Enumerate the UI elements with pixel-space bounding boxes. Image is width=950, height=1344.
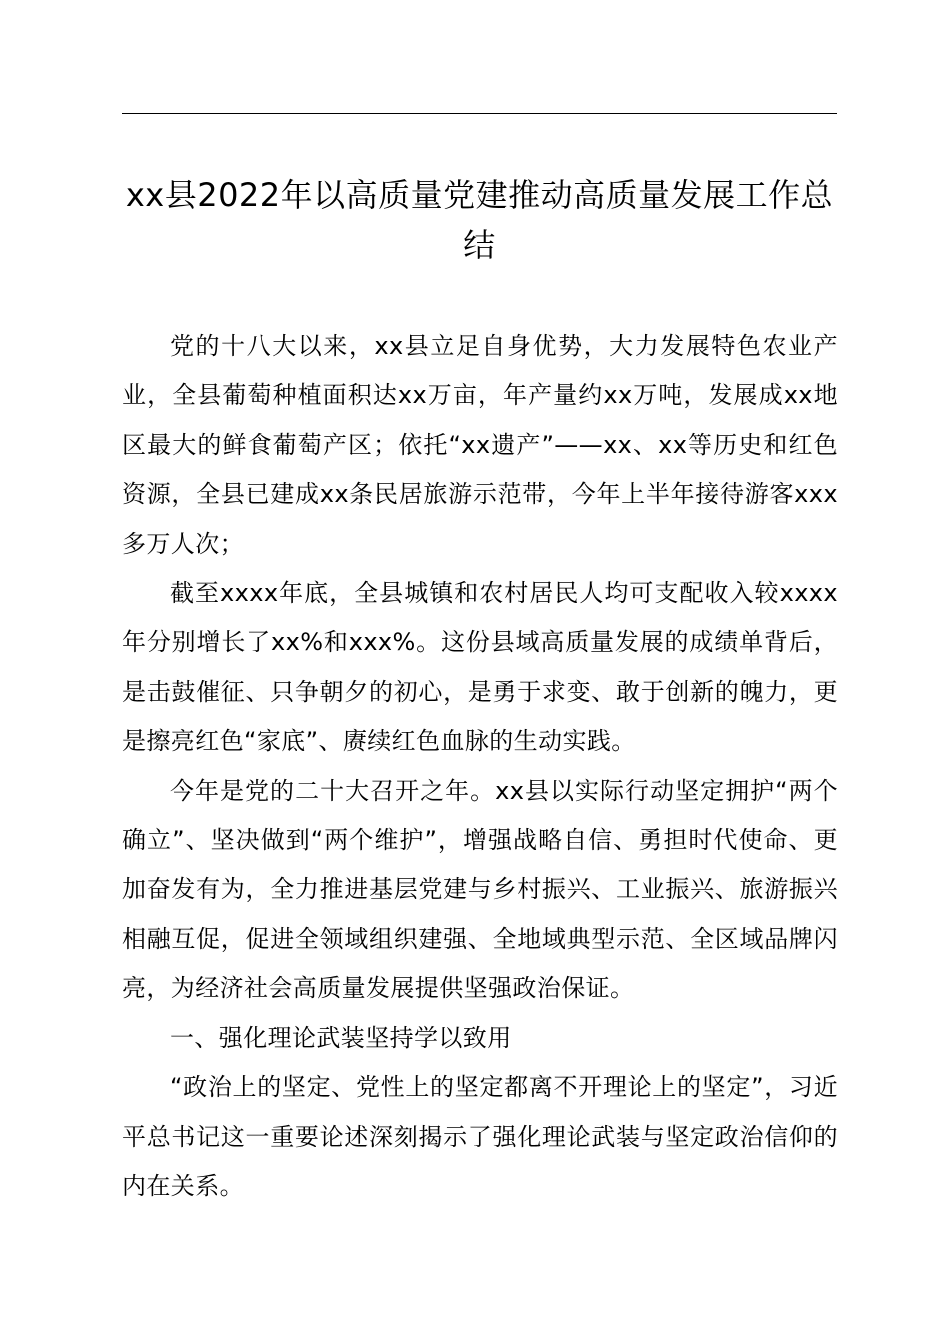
section-heading: 一、强化理论武装坚持学以致用 [170, 1023, 512, 1052]
header-rule [122, 113, 837, 114]
body-paragraph: 党的十八大以来，xx县立足自身优势，大力发展特色农业产业，全县葡萄种植面积达xx万亩，年产量约xx万吨，发展成xx地区最大的鲜食葡萄产区；依托“xx遗产”——xx、xx等历史和红色资源，全县已建成xx条民居旅游示范带，今年上半年接待游客xxx多万人次； [122, 332, 838, 558]
document-title: xx县2022年以高质量党建推动高质量发展工作总结 [125, 176, 834, 264]
body-paragraph: “政治上的坚定、党性上的坚定都离不开理论上的坚定”，习近平总书记这一重要论述深刻揭示了强化理论武装与坚定政治信仰的内在关系。 [122, 1073, 838, 1200]
body-paragraph: 今年是党的二十大召开之年。xx县以实际行动坚定拥护“两个确立”、坚决做到“两个维护”，增强战略自信、勇担时代使命、更加奋发有为，全力推进基层党建与乡村振兴、工业振兴、旅游振兴相融互促，促进全领域组织建强、全地域典型示范、全区域品牌闪亮，为经济社会高质量发展提供坚强政治保证。 [122, 776, 838, 1003]
document-body [122, 322, 838, 1211]
body-paragraph: 截至xxxx年底，全县城镇和农村居民人均可支配收入较xxxx年分别增长了xx%和xxx%。这份县域高质量发展的成绩单背后，是击鼓催征、只争朝夕的初心，是勇于求变、敢于创新的魄力，更是擦亮红色“家底”、赓续红色血脉的生动实践。 [122, 579, 838, 756]
